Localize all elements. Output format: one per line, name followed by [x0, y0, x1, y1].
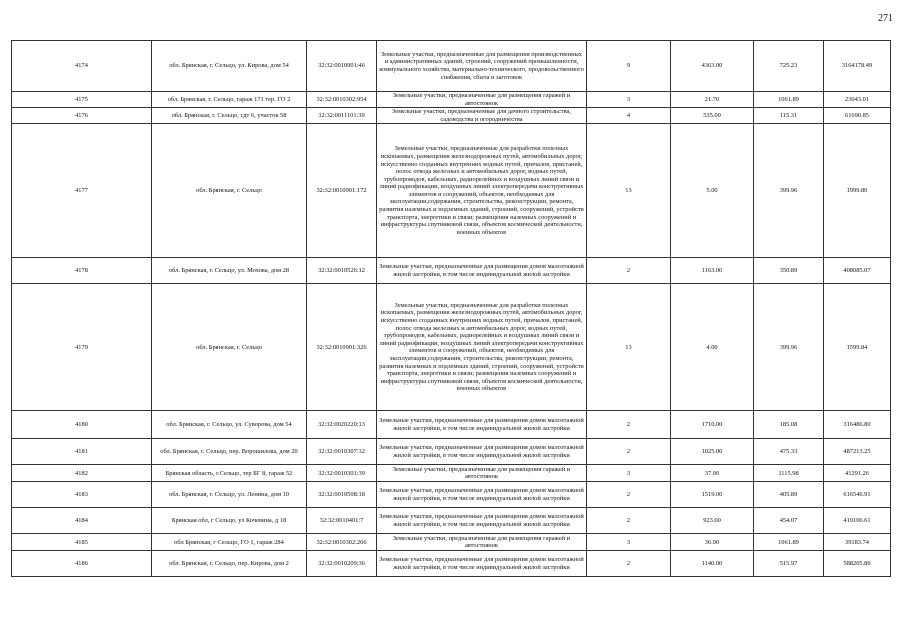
zone-cell: 2 [587, 411, 671, 439]
rate-cell: 399.96 [754, 124, 824, 258]
area-cell: 1163.00 [671, 258, 754, 284]
land-use-cell: Земельные участки, предназначенные для дачного строительства, садоводства и огородничества [377, 108, 587, 124]
table-row [12, 258, 891, 284]
zone-cell: 13 [587, 124, 671, 258]
area-cell: 4.00 [671, 284, 754, 411]
table-row [12, 92, 891, 108]
row-number: 4186 [12, 551, 152, 577]
row-number: 4180 [12, 411, 152, 439]
rate-cell: 475.33 [754, 439, 824, 465]
cadastral-number-cell: 32:32:0010901:326 [307, 284, 377, 411]
cadastral-value-cell: 487213.25 [824, 439, 891, 465]
cadastral-value-cell: 23043.01 [824, 92, 891, 108]
row-number: 4184 [12, 508, 152, 534]
page-number: 271 [878, 13, 893, 24]
table-row [12, 465, 891, 482]
zone-cell: 9 [587, 41, 671, 92]
land-use-cell: Земельные участки, предназначенные для размещения домов малоэтажной жилой застройки, в том числе индивидуальной жилой застройки [377, 411, 587, 439]
area-cell: 1710.00 [671, 411, 754, 439]
row-number: 4185 [12, 534, 152, 551]
cadastral-number-cell: 32:32:0010209:36 [307, 551, 377, 577]
rate-cell: 350.89 [754, 258, 824, 284]
cadastral-value-cell: 316486.80 [824, 411, 891, 439]
rate-cell: 1061.89 [754, 534, 824, 551]
rate-cell: 515.97 [754, 551, 824, 577]
cadastral-value-cell: 419106.61 [824, 508, 891, 534]
area-cell: 37.00 [671, 465, 754, 482]
table-row [12, 108, 891, 124]
cadastral-number-cell: 32:32:0010508:18 [307, 482, 377, 508]
area-cell: 1519.00 [671, 482, 754, 508]
address-cell: обл. Брянская, г. Сельцо, ул. Суворова, дом 54 [152, 411, 307, 439]
rate-cell: 725.23 [754, 41, 824, 92]
rate-cell: 1115.98 [754, 465, 824, 482]
area-cell: 1025.00 [671, 439, 754, 465]
rate-cell: 1061.89 [754, 92, 824, 108]
cadastral-number-cell: 32:32:0010302:266 [307, 534, 377, 551]
table-row [12, 439, 891, 465]
cadastral-number-cell: 32:32:0010901:172 [307, 124, 377, 258]
land-use-cell: Земельные участки, предназначенные для размещения домов малоэтажной жилой застройки, в том числе индивидуальной жилой застройки [377, 439, 587, 465]
area-cell: 1140.00 [671, 551, 754, 577]
table-row [12, 284, 891, 411]
zone-cell: 3 [587, 92, 671, 108]
cadastral-value-cell: 408085.07 [824, 258, 891, 284]
address-cell: обл. Брянская, г. Сельцо, пер. Ворошилова, дом 20 [152, 439, 307, 465]
zone-cell: 2 [587, 482, 671, 508]
rate-cell: 185.08 [754, 411, 824, 439]
address-cell: обл. Брянская, г. Сельцо, сдт 6, участок 58 [152, 108, 307, 124]
address-cell: обл. Брянская, г. Сельцо, ул. Кирова, дом 54 [152, 41, 307, 92]
address-cell: обл. Брянская, г. Сельцо, пер. Кирова, дом 2 [152, 551, 307, 577]
rate-cell: 399.96 [754, 284, 824, 411]
row-number: 4182 [12, 465, 152, 482]
address-cell: обл. Брянская, г. Сельцо, гараж 171 тер. ГО 2 [152, 92, 307, 108]
cadastral-value-cell: 588205.80 [824, 551, 891, 577]
cadastral-number-cell: 32:32:0010302:954 [307, 92, 377, 108]
cadastral-value-cell: 1999.80 [824, 124, 891, 258]
land-use-cell: Земельные участки, предназначенные для размещения гаражей и автостоянок [377, 465, 587, 482]
land-use-cell: Земельные участки, предназначенные для размещения домов малоэтажной жилой застройки, в том числе индивидуальной жилой застройки [377, 482, 587, 508]
cadastral-number-cell: 32:32:0010401:7 [307, 508, 377, 534]
zone-cell: 2 [587, 258, 671, 284]
rate-cell: 115.31 [754, 108, 824, 124]
area-cell: 535.00 [671, 108, 754, 124]
address-cell: обл Брянская, г Сельцо, ГО 1, гараж 284 [152, 534, 307, 551]
land-use-cell: Земельные участки, предназначенные для размещения домов малоэтажной жилой застройки, в том числе индивидуальной жилой застройки [377, 551, 587, 577]
address-cell: Брянская обл, г Сельцо, ул Кочевина, д 18 [152, 508, 307, 534]
table-row [12, 124, 891, 258]
address-cell: обл. Брянская, г. Сельцо [152, 284, 307, 411]
row-number: 4176 [12, 108, 152, 124]
cadastral-value-cell: 61690.85 [824, 108, 891, 124]
address-cell: Брянская область, г.Сельцо, тер БГ 8, гараж 52 [152, 465, 307, 482]
zone-cell: 2 [587, 551, 671, 577]
area-cell: 5.00 [671, 124, 754, 258]
row-number: 4177 [12, 124, 152, 258]
table-row [12, 41, 891, 92]
cadastral-value-cell: 616546.91 [824, 482, 891, 508]
row-number: 4179 [12, 284, 152, 411]
zone-cell: 3 [587, 534, 671, 551]
row-number: 4174 [12, 41, 152, 92]
address-cell: обл. Брянская, г. Сельцо [152, 124, 307, 258]
row-number: 4181 [12, 439, 152, 465]
cadastral-number-cell: 32:32:0020220:13 [307, 411, 377, 439]
rate-cell: 454.07 [754, 508, 824, 534]
land-use-cell: Земельные участки, предназначенные для размещения домов малоэтажной жилой застройки, в том числе индивидуальной жилой застройки [377, 508, 587, 534]
row-number: 4175 [12, 92, 152, 108]
row-number: 4183 [12, 482, 152, 508]
cadastral-number-cell: 32:32:0010526:12 [307, 258, 377, 284]
cadastral-number-cell: 32:32:0011101:39 [307, 108, 377, 124]
cadastral-value-cell: 41291.26 [824, 465, 891, 482]
land-use-cell: Земельные участки, предназначенные для размещения производственных и административных зданий, строений, сооружений промышленности, коммунального хозяйства, материально-технического, продовольственного снабжения, сбыта и заготовок [377, 41, 587, 92]
table-row [12, 411, 891, 439]
cadastral-value-cell: 39183.74 [824, 534, 891, 551]
cadastral-value-cell: 3164178.49 [824, 41, 891, 92]
rate-cell: 405.89 [754, 482, 824, 508]
area-cell: 36.90 [671, 534, 754, 551]
land-use-cell: Земельные участки, предназначенные для разработки полезных ископаемых, размещения железнодорожных путей, автомобильных дорог, искусственно созданных внутренних водных путей, причалов, пристаней, полос отвода железных и автомобильных дорог, водных путей, трубопроводов, кабельных, радиорелейных и воздушных линий связи и линий радиофикации, воздушных линий электропередачи конструктивных элементов и сооружений, объектов, необходимых для эксплуатации,содержания, строительства, реконструкции, ремонта, развития наземных и подземных зданий, строений, сооружений, устройств транспорта, энергетики и связи; размещения наземных сооружений и инфраструктуры спутниковой связи, объектов космической деятельности, военных объектов [377, 284, 587, 411]
table-row [12, 551, 891, 577]
land-use-cell: Земельные участки, предназначенные для разработки полезных ископаемых, размещения железнодорожных путей, автомобильных дорог, искусственно созданных внутренних водных путей, причалов, пристаней, полос отвода железных и автомобильных дорог, водных путей, трубопроводов, кабельных, радиорелейных и воздушных линий связи и линий радиофикации, воздушных линий электропередачи конструктивных элементов и сооружений, объектов, необходимых для эксплуатации,содержания, строительства, реконструкции, ремонта, развития наземных и подземных зданий, строений, сооружений, устройств транспорта, энергетики и связи; размещения наземных сооружений и инфраструктуры спутниковой связи, объектов космической деятельности, военных объектов [377, 124, 587, 258]
area-cell: 4363.00 [671, 41, 754, 92]
cadastral-value-cell: 1599.84 [824, 284, 891, 411]
land-use-cell: Земельные участки, предназначенные для размещения гаражей и автостоянок [377, 534, 587, 551]
zone-cell: 2 [587, 508, 671, 534]
land-use-cell: Земельные участки, предназначенные для размещения домов малоэтажной жилой застройки, в том числе индивидуальной жилой застройки [377, 258, 587, 284]
address-cell: обл. Брянская, г. Сельцо, ул. Ленина, дом 10 [152, 482, 307, 508]
cadastral-value-table [11, 40, 891, 577]
zone-cell: 4 [587, 108, 671, 124]
table-row [12, 534, 891, 551]
zone-cell: 2 [587, 439, 671, 465]
area-cell: 21.70 [671, 92, 754, 108]
zone-cell: 13 [587, 284, 671, 411]
address-cell: обл. Брянская, г. Сельцо, ул. Мохова, дом 28 [152, 258, 307, 284]
table-row [12, 482, 891, 508]
area-cell: 923.00 [671, 508, 754, 534]
zone-cell: 3 [587, 465, 671, 482]
table-row [12, 508, 891, 534]
cadastral-number-cell: 32:32:0010901:46 [307, 41, 377, 92]
cadastral-number-cell: 32:32:0010307:32 [307, 439, 377, 465]
land-use-cell: Земельные участки, предназначенные для размещения гаражей и автостоянок [377, 92, 587, 108]
row-number: 4178 [12, 258, 152, 284]
cadastral-number-cell: 32:32:0010301:39 [307, 465, 377, 482]
